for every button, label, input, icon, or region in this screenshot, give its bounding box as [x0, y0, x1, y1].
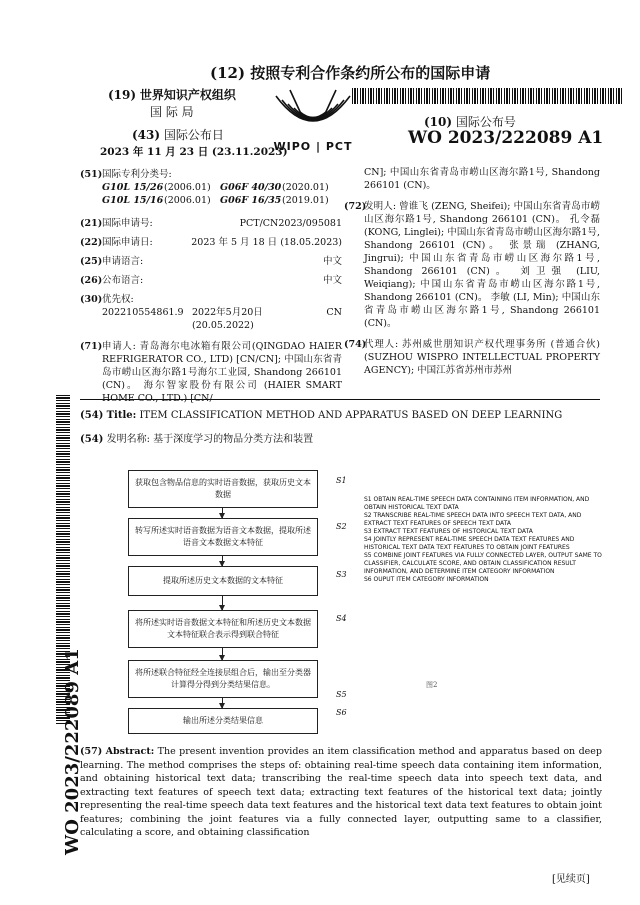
field-74: (74) 代理人: 苏州威世朋知识产权代理事务所 (普通合伙) (SUZHOU WISPRO INTELLECTUAL PROPERTY AGENCY); 中国江苏省苏州市苏州: [344, 339, 600, 376]
legend-item: S1 OBTAIN REAL-TIME SPEECH DATA CONTAINING ITEM INFORMATION, AND OBTAIN HISTORICAL TEXT DATA: [364, 496, 590, 511]
field-25: (25) 申请语言: 中文: [80, 256, 342, 267]
document-title: (12) 按照专利合作条约所公布的国际申请: [210, 64, 491, 82]
flow-label-s5: S5: [336, 690, 347, 699]
field-71: (71) 申请人: 青岛海尔电冰箱有限公司(QINGDAO HAIER REFRIGERATOR CO., LTD) [CN/CN]; 中国山东省青岛市崂山区海尔路1号海尔工业园, Shandong 266101 (CN)。 海尔智家股份有限公司 (HAIER SMART HOME CO., LTD.) [CN/: [80, 341, 342, 404]
wipo-logo: [268, 86, 358, 156]
pub-date-code: (43): [132, 128, 161, 142]
flow-step-s1: 获取包含物品信息的实时语音数据，获取历史文本数据: [128, 470, 318, 508]
org-code: (19): [108, 88, 137, 102]
flow-label-s4: S4: [336, 614, 347, 623]
flow-label-s3: S3: [336, 570, 347, 579]
pub-no-label: 国际公布号: [455, 115, 516, 129]
wipo-emblem-icon: [268, 86, 358, 142]
field-21: (21) 国际申请号: PCT/CN2023/095081: [80, 218, 342, 229]
pub-date-value: 2023 年 11 月 23 日 (23.11.2023): [100, 146, 288, 158]
org-subname: 国 际 局: [150, 105, 194, 119]
title-en: (54) Title: ITEM CLASSIFICATION METHOD AND APPARATUS BASED ON DEEP LEARNING: [80, 410, 563, 421]
legend-item: S3 EXTRACT TEXT FEATURES OF HISTORICAL TEXT DATA: [364, 528, 533, 535]
org-name: 世界知识产权组织: [139, 88, 236, 102]
abstract: [80, 745, 602, 840]
continued-note: [见续页]: [552, 874, 590, 885]
flow-step-s4: 将所述实时语音数据文本特征和所述历史文本数据文本特征联合表示得到联合特征: [128, 610, 318, 648]
flow-legend: [364, 496, 604, 584]
ipc-line-1: G10L 15/26(2006.01) G06F 40/30(2020.01): [102, 182, 329, 193]
right-column: [344, 166, 600, 377]
ipc-line-2: G10L 15/16(2006.01) G06F 16/35(2019.01): [102, 195, 329, 206]
top-barcode: [352, 88, 624, 104]
abstract-text: The present invention provides an item classification method and apparatus based on deep learning. The method comprises the steps of: obtaining real-time speech data containing item information, and obtaining historical text data; transcribing the real-time speech data into speech text data, and extracting text features of speech text data; extracting text features of the historical text data; jointly representing the real-time speech data text features and the historical text data text features to obtain joint features; combining the joint features via a fully connected layer, outputting same to a classifier, calculating a score, and obtaining classification: [80, 746, 602, 838]
flow-arrow: [222, 648, 223, 660]
pub-no-code: (10): [424, 115, 453, 129]
flow-step-s2: 转写所述实时语音数据为语音文本数据，提取所述语音文本数据文本特征: [128, 518, 318, 556]
field-51: (51)国际专利分类号:: [80, 169, 172, 180]
field-72: (72) 发明人: 曾谁飞 (ZENG, Sheifei); 中国山东省青岛市崂山区海尔路1号, Shandong 266101 (CN)。 孔令磊 (KONG, Linglei); 中国山东省青岛市崂山区海尔路1号, Shandong 266101 (CN)。 张景瑞 (ZHANG, Jingrui); 中国山东省青岛市崂山区海尔路1号, Shandong 266101 (CN)。 刘卫强 (LIU, Weiqiang); 中国山东省青岛市崂山区海尔路1号, Shandong 266101 (CN)。 李敏 (LI, Min); 中国山东省青岛市崂山区海尔路1号, Shandong 266101 (CN)。: [344, 201, 600, 329]
side-publication-number: WO 2023/222089 A1: [62, 648, 83, 855]
flow-step-s3: 提取所述历史文本数据的文本特征: [128, 566, 318, 596]
flow-step-s5: 将所述联合特征经全连接层组合后，输出至分类器计算得分得到分类结果信息。: [128, 660, 318, 698]
title-zh: (54) 发明名称: 基于深度学习的物品分类方法和装置: [80, 434, 314, 445]
flow-arrow: [222, 556, 223, 566]
figure-label: 图2: [426, 681, 438, 689]
pub-no-value: WO 2023/222089 A1: [408, 128, 604, 148]
legend-item: S2 TRANSCRIBE REAL-TIME SPEECH DATA INTO SPEECH TEXT DATA, AND EXTRACT TEXT FEATURES OF SPEECH TEXT DATA: [364, 512, 582, 527]
field-22: (22) 国际申请日: 2023 年 5 月 18 日 (18.05.2023): [80, 237, 342, 248]
flow-arrow: [222, 596, 223, 610]
flow-arrow: [222, 698, 223, 708]
abstract-code: (57): [80, 746, 103, 757]
pub-date-block: [132, 126, 224, 143]
org-block: [108, 86, 236, 103]
field-26: (26) 公布语言: 中文: [80, 275, 342, 286]
priority-row: 202210554861.9 2022年5月20日 (20.05.2022) CN: [102, 307, 342, 331]
legend-item: S5 COMBINE JOINT FEATURES VIA FULLY CONNECTED LAYER, OUTPUT SAME TO CLASSIFIER, CALCULATE SCORE, AND OBTAIN CLASSIFICATION RESULT INFORMATION, AND DETERMINE ITEM CATEGORY INFORMATION: [364, 552, 602, 575]
flow-arrow: [222, 508, 223, 518]
section-divider: [80, 399, 600, 400]
field-30: (30)优先权:: [80, 294, 134, 305]
wipo-pct-text: WIPO | PCT: [273, 140, 353, 153]
flow-label-s2: S2: [336, 522, 347, 531]
legend-item: S6 OUPUT ITEM CATEGORY INFORMATION: [364, 576, 489, 583]
abstract-label: Abstract:: [105, 746, 155, 757]
legend-item: S4 JOINTLY REPRESENT REAL-TIME SPEECH DATA TEXT FEATURES AND HISTORICAL TEXT DATA TEXT FEATURES TO OBTAIN JOINT FEATURES: [364, 536, 575, 551]
pub-date-label: 国际公布日: [163, 128, 224, 142]
flow-label-s6: S6: [336, 708, 347, 717]
flow-label-s1: S1: [336, 476, 347, 485]
applicant-continued: CN]; 中国山东省青岛市崂山区海尔路1号, Shandong 266101 (CN)。: [364, 167, 600, 191]
flow-step-s6: 输出所述分类结果信息: [128, 708, 318, 734]
left-column: [80, 168, 342, 405]
